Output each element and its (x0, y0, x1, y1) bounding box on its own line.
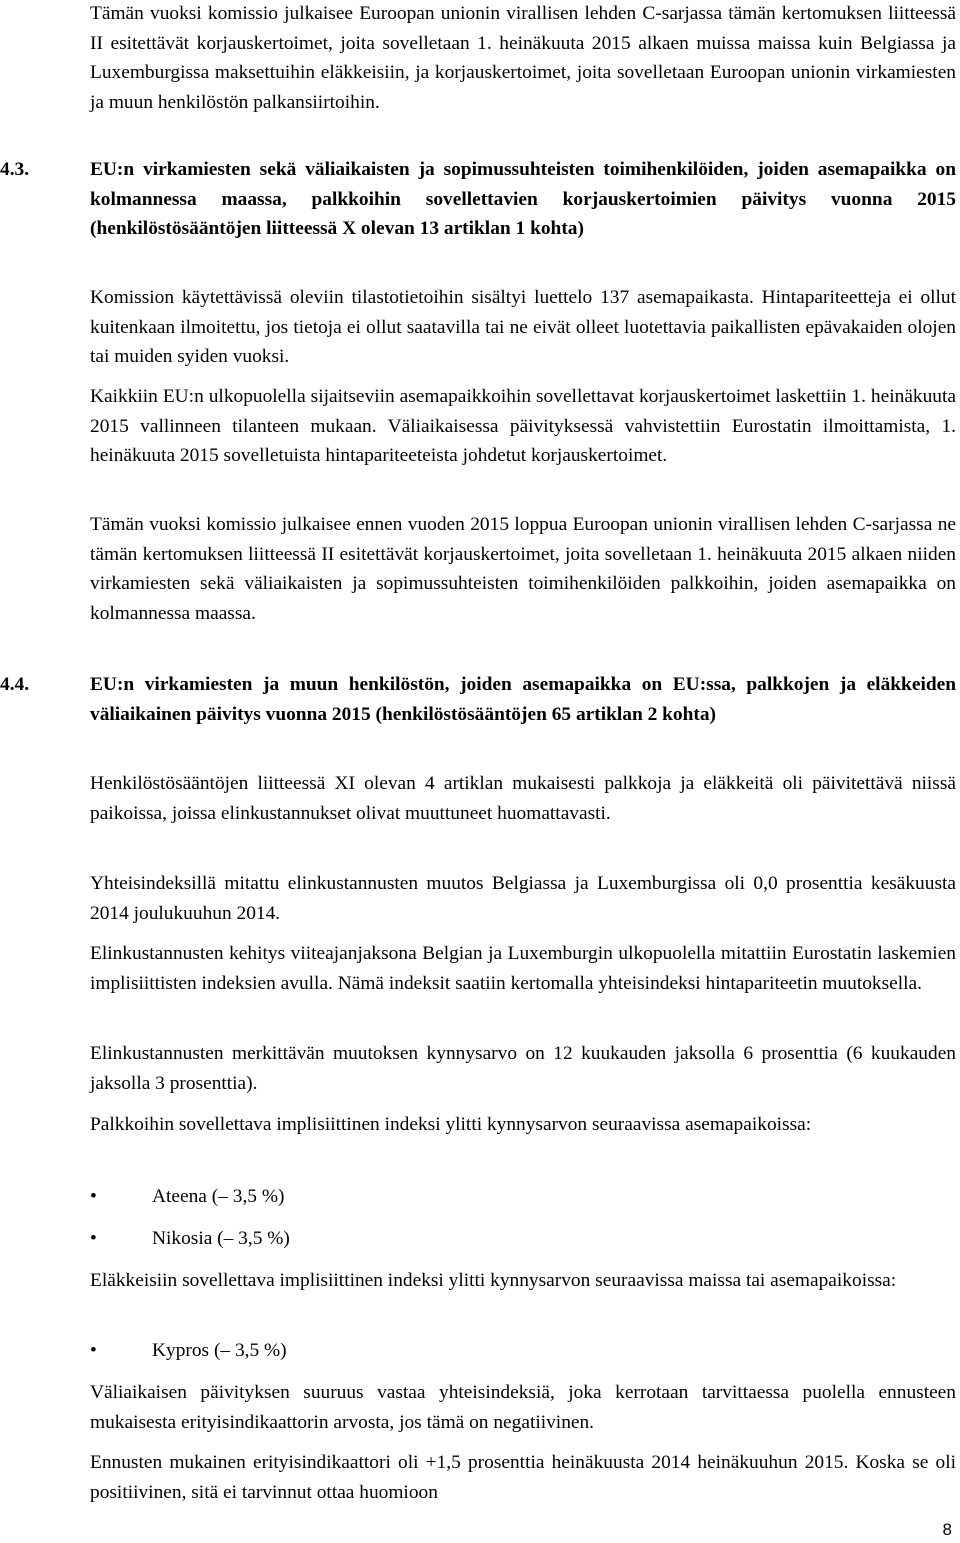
bullet-icon: • (90, 1340, 97, 1361)
section-heading-4-4: EU:n virkamiesten ja muun henkilöstön, joiden asemapaikka on EU:ssa, palkkojen ja eläkkeiden väliaikainen päivitys vuonna 2015 (henkilöstösääntöjen 65 artiklan 2 kohta) (90, 674, 956, 725)
paragraph-4-4-3: Elinkustannusten kehitys viiteajanjaksona Belgian ja Luxemburgin ulkopuolella mitattiin Eurostatin laskemien implisiittisten indeksien avulla. Nämä indeksit saatiin kertomalla yhteisindeksi hintapariteetin muutoksella. (90, 943, 956, 994)
list-item-text: Nikosia (– 3,5 %) (152, 1228, 290, 1249)
paragraph-4-3-2: Kaikkiin EU:n ulkopuolella sijaitseviin asemapaikkoihin sovellettavat korjauskertoimet laskettiin 1. heinäkuuta 2015 vallinneen tilanteen mukaan. Väliaikaisessa päivityksessä vahvistettiin Eurostatin ilmoittamista, 1. heinäkuuta 2015 sovelletuista hintapariteeteista johdetut korjauskertoimet. (90, 386, 956, 467)
list-item-text: Kypros (– 3,5 %) (152, 1340, 287, 1361)
bullet-icon: • (90, 1228, 97, 1249)
paragraph-pension-intro: Eläkkeisiin sovellettava implisiittinen indeksi ylitti kynnysarvon seuraavissa maissa tai asemapaikoissa: (90, 1270, 897, 1291)
paragraph-4-4-5: Palkkoihin sovellettava implisiittinen indeksi ylitti kynnysarvon seuraavissa asemapaikoissa: (90, 1114, 812, 1135)
bullet-icon: • (90, 1186, 97, 1207)
paragraph-4-4-2: Yhteisindeksillä mitattu elinkustannusten muutos Belgiassa ja Luxemburgissa oli 0,0 prosenttia kesäkuusta 2014 joulukuuhun 2014. (90, 873, 956, 924)
intro-paragraph: Tämän vuoksi komissio julkaisee Euroopan unionin virallisen lehden C-sarjassa tämän kertomuksen liitteessä II esitettävät korjauskertoimet, joita sovelletaan 1. heinäkuuta 2015 alkaen muissa maissa kuin Belgiassa ja Luxemburgissa maksettuihin eläkkeisiin, ja korjauskertoimet, joita sovelletaan Euroopan unionin virkamiesten ja muun henkilöstön palkansiirtoihin. (90, 3, 956, 113)
section-number-4-3: 4.3. (0, 159, 30, 180)
paragraph-closing-1: Väliaikaisen päivityksen suuruus vastaa yhteisindeksiä, joka kerrotaan tarvittaessa puolella ennusteen mukaisesta erityisindikaattorin arvosta, jos tämä on negatiivinen. (90, 1382, 956, 1433)
list-item-text: Ateena (– 3,5 %) (152, 1186, 285, 1207)
paragraph-4-4-4: Elinkustannusten merkittävän muutoksen kynnysarvo on 12 kuukauden jaksolla 6 prosenttia (6 kuukauden jaksolla 3 prosenttia). (90, 1043, 956, 1094)
paragraph-4-3-3: Tämän vuoksi komissio julkaisee ennen vuoden 2015 loppua Euroopan unionin virallisen lehden C-sarjassa ne tämän kertomuksen liitteessä II esitettävät korjauskertoimet, joita sovelletaan 1. heinäkuuta 2015 alkaen niiden virkamiesten sekä väliaikaisten ja sopimussuhteisten toimihenkilöiden palkkoihin, joiden asemapaikka on kolmannessa maassa. (90, 514, 956, 624)
section-heading-4-3: EU:n virkamiesten sekä väliaikaisten ja sopimussuhteisten toimihenkilöiden, joiden asemapaikka on kolmannessa maassa, palkkoihin sovellettavien korjauskertoimien päivitys vuonna 2015 (henkilöstösääntöjen liitteessä X olevan 13 artiklan 1 kohta) (90, 159, 956, 240)
section-number-4-4: 4.4. (0, 674, 30, 695)
paragraph-4-3-1: Komission käytettävissä oleviin tilastotietoihin sisältyi luettelo 137 asemapaikasta. Hintapariteetteja ei ollut kuitenkaan ilmoitettu, jos tietoja ei ollut saatavilla tai ne eivät olleet luotettavia paikallisten epävakaiden olojen tai muiden syiden vuoksi. (90, 287, 956, 368)
paragraph-4-4-1: Henkilöstösääntöjen liitteessä XI olevan 4 artiklan mukaisesti palkkoja ja eläkkeitä oli päivitettävä niissä paikoissa, joissa elinkustannukset olivat muuttuneet huomattavasti. (90, 773, 956, 824)
page-number: 8 (942, 1520, 952, 1539)
paragraph-closing-2: Ennusten mukainen erityisindikaattori oli +1,5 prosenttia heinäkuusta 2014 heinäkuuhun 2015. Koska se oli positiivinen, sitä ei tarvinnut ottaa huomioon (90, 1452, 956, 1503)
